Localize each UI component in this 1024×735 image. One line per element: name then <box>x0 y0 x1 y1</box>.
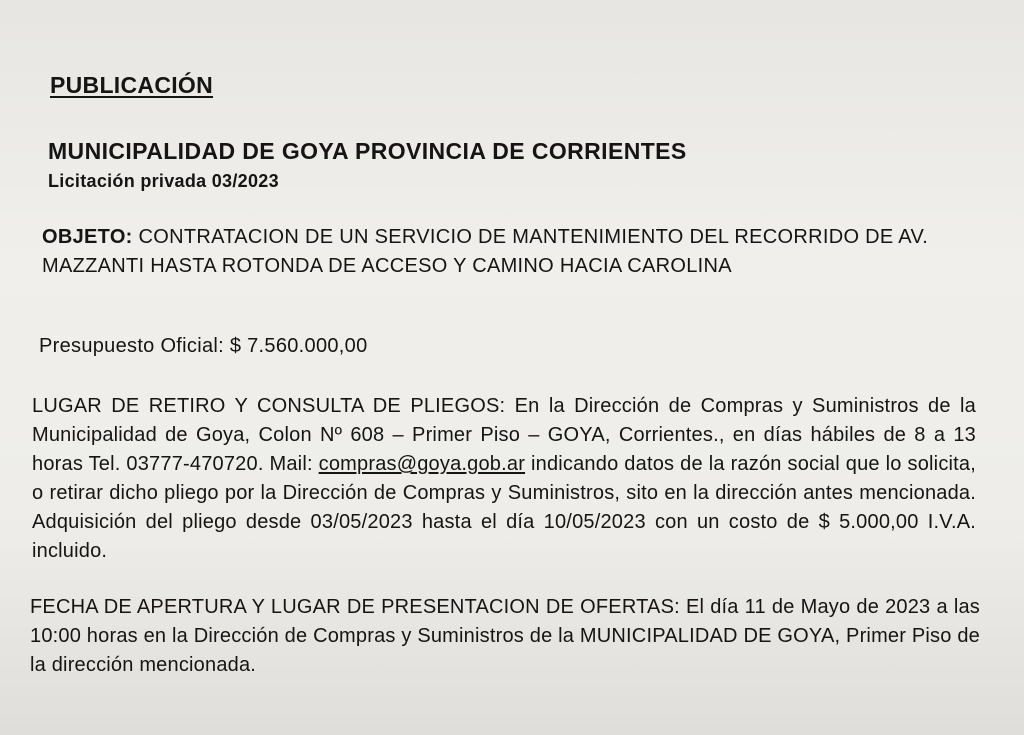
fecha-paragraph: FECHA DE APERTURA Y LUGAR DE PRESENTACION DE OFERTAS: El día 11 de Mayo de 2023 a las 10:00 horas en la Dirección de Compras y Suministros de la MUNICIPALIDAD DE GOYA, Primer Piso de la dirección mencionada. <box>30 596 980 676</box>
official-budget: Presupuesto Oficial: $ 7.560.000,00 <box>39 335 368 357</box>
lugar-text-end: indicando datos de la razón social que lo solicita, o retirar dicho pliego por la Dirección de Compras y Suministros, sito en la dirección antes mencionada. Adquisición del pliego desde 03/05/2023 hasta el día 10/05/2023 con un costo de $ 5.000,00 I.V.A. incluido. <box>32 453 976 562</box>
lugar-text-start: LUGAR DE RETIRO Y CONSULTA DE PLIEGOS: En la Dirección de Compras y Suministros de la Municipalidad de Goya, Colon Nº 608 – Primer Piso – GOYA, Corrientes., en días hábiles de 8 a 13 horas Tel. 03777-470720. Mail: <box>32 395 976 475</box>
lugar-paragraph <box>32 392 976 566</box>
publication-heading: PUBLICACIÓN <box>50 72 214 98</box>
tender-subtitle: Licitación privada 03/2023 <box>48 171 279 191</box>
organization-title: MUNICIPALIDAD DE GOYA PROVINCIA DE CORRIENTES <box>48 138 687 164</box>
objeto-label: OBJETO: <box>42 226 133 248</box>
email-link[interactable]: compras@goya.gob.ar <box>318 453 526 475</box>
objeto-text: CONTRATACION DE UN SERVICIO DE MANTENIMIENTO DEL RECORRIDO DE AV. MAZZANTI HASTA ROTONDA DE ACCESO Y CAMINO HACIA CAROLINA <box>42 226 929 277</box>
objeto-paragraph <box>42 223 982 281</box>
